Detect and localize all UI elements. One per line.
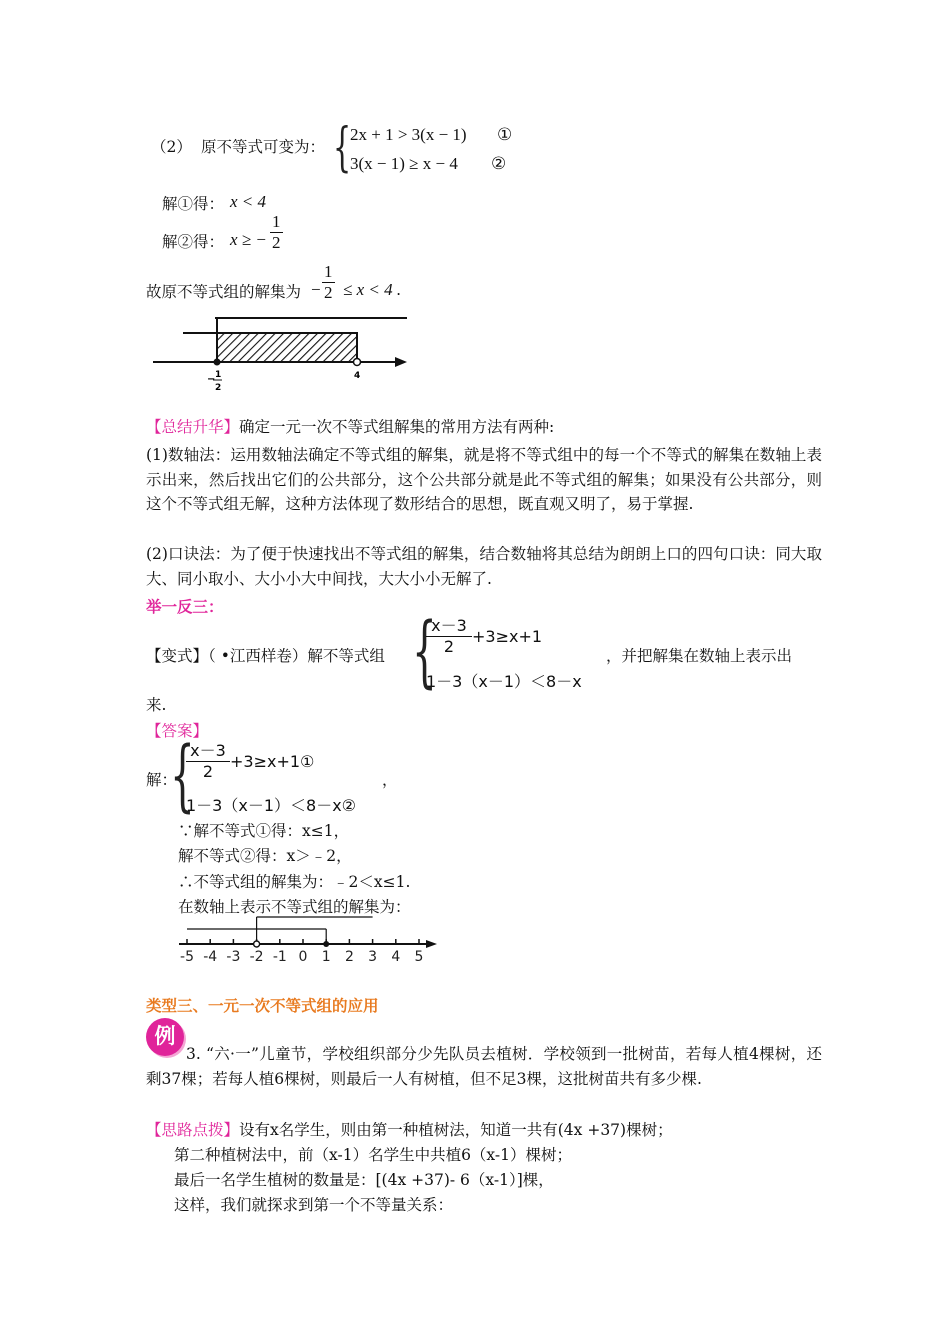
label-neg-den: 2 — [215, 383, 222, 393]
hint-line-2: 第二种植树法中，前（x-1）名学生中共植6（x-1）棵树； — [174, 1146, 572, 1164]
practice-tail: ，并把解集在数轴上表示出 — [606, 647, 793, 665]
conclusion-fraction — [322, 262, 335, 303]
label-neg-sign: − — [207, 374, 216, 385]
tick-label: -4 — [203, 949, 218, 965]
type3-problem: 3. “六·一”儿童节，学校组织部分少先队员去植树．学校领到一批树苗，若每人植4棵树，还剩37棵；若每人植6棵树，则最后一人有树植，但不足3棵，这批树苗共有多少棵. — [146, 1045, 822, 1088]
hint-tag: 【思路点拨】 — [146, 1121, 240, 1139]
hint-line-3: 最后一名学生植树的数量是：[(4x +37)- 6（x-1）]棵， — [174, 1171, 554, 1189]
practice-ineq-1-den: 2 — [443, 637, 455, 656]
practice-line — [146, 646, 385, 666]
answer-comma: ， — [382, 771, 398, 789]
tick-label: 0 — [298, 949, 308, 965]
practice-source: （ •江西样卷）解不等式组 — [208, 647, 385, 665]
answer-brace: { — [170, 731, 195, 821]
system-ineq-2: 3(x − 1) ≥ x − 4 — [350, 154, 458, 173]
example-badge-icon: 例 — [146, 1018, 184, 1056]
tick-label: -2 — [249, 949, 264, 965]
answer-ineq-2: 1－3（x－1）＜8－x② — [186, 796, 357, 815]
tick-label: -1 — [272, 949, 287, 965]
hint-text: 设有x名学生，则由第一种植树法，知道一共有(4x +37)棵树； — [239, 1121, 673, 1139]
practice-tag: 【变式】 — [146, 647, 209, 665]
tick-label: -5 — [180, 949, 194, 965]
tick-label: -3 — [226, 949, 241, 965]
solve-1-label: 解①得： — [162, 195, 225, 213]
type3-heading: 类型三、一元一次不等式组的应用 — [146, 996, 379, 1015]
solve-2-result: x ≥ − — [230, 230, 267, 249]
answer-step-3: ∴不等式组的解集为：﹣2＜x≤1. — [178, 873, 411, 891]
number-line-2 — [175, 915, 445, 967]
part-intro: 原不等式可变为： — [201, 138, 326, 156]
open-point-neg-two — [254, 941, 260, 947]
hint-line-4: 这样，我们就探求到第一个不等量关系： — [174, 1196, 454, 1214]
tick-label: 2 — [344, 949, 354, 965]
answer-ineq-1-rest: +3≥x+1① — [230, 752, 315, 771]
closed-point-neg-half — [214, 359, 221, 366]
practice-ineq-2: 1－3（x－1）＜8－x — [426, 672, 582, 691]
conclusion-suffix: ≤ x < 4 . — [343, 280, 402, 299]
axis-arrow-icon — [395, 357, 407, 367]
tick-label: 1 — [321, 949, 331, 965]
answer-step-1: ∵解不等式①得：x≤1， — [178, 822, 350, 840]
practice-brace: { — [412, 607, 437, 697]
answer-ineq-1-den: 2 — [202, 762, 214, 781]
practice-tail-2: 来. — [146, 696, 167, 714]
summary-method-2: (2)口诀法：为了便于快速找出不等式组的解集，结合数轴将其总结为朗朗上口的四句口诀：同大取大、同小取小、大小小大中间找，大大小小无解了. — [146, 545, 822, 588]
answer-step-2: 解不等式②得：x＞﹣2， — [178, 847, 352, 865]
frac-den: 2 — [272, 233, 281, 252]
practice-ineq-1-rest: +3≥x+1 — [472, 627, 543, 646]
conclusion-frac-den: 2 — [324, 283, 333, 302]
part-label: （2） — [151, 138, 192, 156]
tick-label: 5 — [414, 949, 424, 965]
answer-label: 解： — [146, 771, 178, 789]
solve-1-result: x < 4 — [230, 192, 267, 211]
hint-line — [146, 1120, 673, 1140]
system-brace: { — [333, 118, 352, 178]
conclusion-neg: − — [311, 280, 321, 299]
practice-heading: 举一反三： — [146, 597, 224, 616]
summary-line — [146, 417, 554, 437]
solve-2-label: 解②得： — [162, 233, 225, 251]
number-line-1 — [145, 310, 420, 400]
summary-intro: 确定一元一次不等式组解集的常用方法有两种: — [239, 418, 555, 436]
label-neg-num: 1 — [215, 370, 222, 380]
answer-step-4: 在数轴上表示不等式组的解集为： — [178, 898, 411, 916]
circled-two-mark: ② — [491, 154, 507, 173]
open-point-four — [354, 359, 361, 366]
practice-ineq-1-num: x－3 — [426, 616, 472, 637]
conclusion-prefix: 故原不等式组的解集为 — [146, 283, 302, 301]
solution-hatched-region — [217, 333, 357, 362]
tick-label: 3 — [368, 949, 378, 965]
answer-ineq-1-num: x－3 — [186, 741, 230, 762]
summary-tag: 【总结升华】 — [146, 418, 240, 436]
summary-method-1: (1)数轴法：运用数轴法确定不等式组的解集，就是将不等式组中的每一个不等式的解集在数轴上表示出来，然后找出它们的公共部分，这个公共部分就是此不等式组的解集；如果没有公共部分，则这个不等式组无解，这种方法体现了数形结合的思想，既直观又明了，易于掌握. — [146, 446, 822, 513]
circled-one-mark: ① — [497, 125, 513, 144]
conclusion-frac-num: 1 — [324, 262, 333, 281]
practice-ineq-1 — [426, 616, 542, 657]
frac-num: 1 — [272, 212, 281, 231]
closed-point-one — [323, 941, 329, 947]
fraction-half — [270, 212, 283, 253]
answer-tag: 【答案】 — [146, 722, 209, 740]
answer-ineq-1 — [186, 741, 314, 782]
label-four: 4 — [354, 371, 361, 381]
system-ineq-1: 2x + 1 > 3(x − 1) — [350, 125, 467, 144]
axis2-arrow-icon — [426, 940, 437, 948]
tick-label: 4 — [391, 949, 401, 965]
